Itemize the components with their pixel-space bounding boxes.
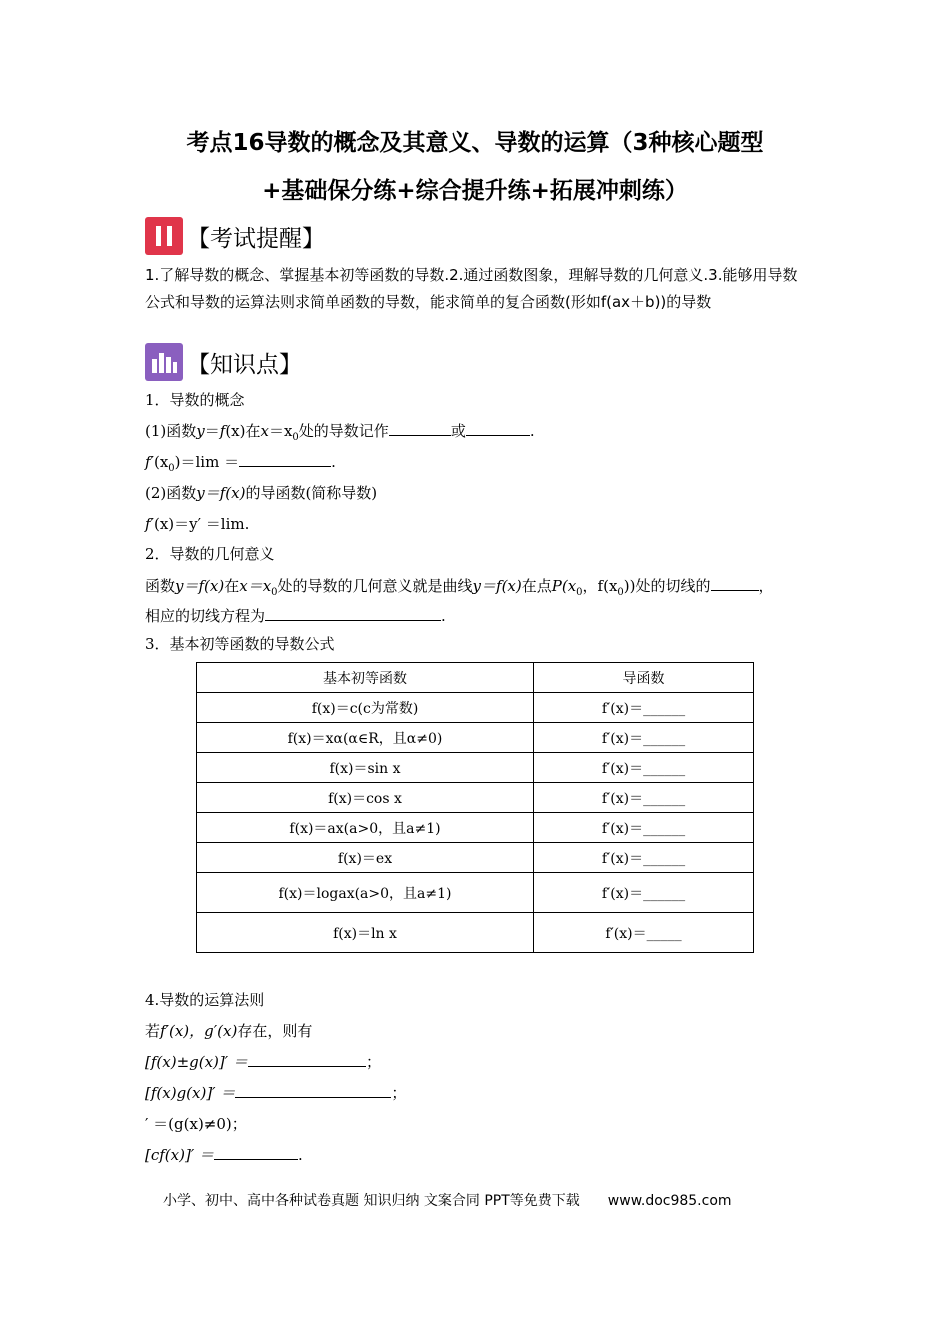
constant-multiple-rule-line: [cf(x)]′ ＝ . [145,1146,303,1164]
table-row [197,813,754,843]
exam-reminder-header [145,216,325,256]
document-title-line2: +基础保分练+综合提升练+拓展冲刺练） [262,178,688,204]
table-cell: f′(x)＝______ [534,753,754,783]
pause-icon [145,217,183,255]
section-3-heading: 3．基本初等函数的导数公式 [145,635,335,653]
document-title-line1: 考点16导数的概念及其意义、导数的运算（3种核心题型 [186,130,764,156]
table-header-row [197,663,754,693]
limit-definition-line: $f'(x_0)=\lim$ ＝ . [145,453,336,474]
table-cell: f(x)＝ex [197,843,534,873]
blank [466,421,530,436]
footer [163,1190,732,1210]
table-header: 导函数 [534,663,754,693]
table-row [197,913,754,953]
table-cell: f′(x)＝_____ [534,913,754,953]
table-cell: f(x)＝sin x [197,753,534,783]
knowledge-label: 【知识点】 [187,351,302,378]
table-cell: f(x)＝ln x [197,913,534,953]
tangent-equation-line: 相应的切线方程为 . [145,607,446,625]
table-cell: f(x)＝c(c为常数) [197,693,534,723]
footer-text: 小学、初中、高中各种试卷真题 知识归纳 文案合同 PPT等免费下载 [163,1193,580,1209]
blank [214,1145,298,1160]
product-rule-line: [f(x)g(x)]′ ＝ ； [145,1084,407,1102]
table-row [197,723,754,753]
derivative-formula-table [196,662,754,953]
table-row [197,693,754,723]
table-cell: f(x)＝xα(α∈R，且α≠0) [197,723,534,753]
table-row [197,843,754,873]
table-cell: f′(x)＝______ [534,693,754,723]
table-row [197,873,754,913]
section-1-heading: 1．导数的概念 [145,391,245,409]
table-cell: f′(x)＝______ [534,873,754,913]
blank [265,606,441,621]
table-header: 基本初等函数 [197,663,534,693]
table-cell: f′(x)＝______ [534,783,754,813]
quotient-rule-line: ′ ＝(g(x)≠0)； [145,1115,247,1133]
table-cell: f′(x)＝______ [534,813,754,843]
table-cell: f(x)＝logax(a>0，且a≠1) [197,873,534,913]
table-cell: f′(x)＝______ [534,723,754,753]
section-4-heading: 4.导数的运算法则 [145,991,265,1009]
derived-function-line: (2)函数y＝f(x)的导函数(简称导数) [145,484,378,502]
derived-function-limit-line: f′(x)＝y′ ＝lim. [145,515,250,533]
table-cell: f(x)＝ax(a>0，且a≠1) [197,813,534,843]
blank [389,421,451,436]
exam-reminder-text: 1.了解导数的概念、掌握基本初等函数的导数.2.通过函数图象，理解导数的几何意义.3.能够用导数公式和导数的运算法则求简单函数的导数，能求简单的复合函数(形如f(ax＋b))的导数 [145,266,798,311]
rule-condition-line: 若f′(x)，g′(x)存在，则有 [145,1022,313,1040]
blank [248,1052,366,1067]
geometric-meaning-line: 函数y＝f(x)在$x=x_0$处的导数的几何意义就是曲线y＝f(x)在点$P(x_0$，$f(x_0)$)处的切线的 ， [145,577,774,598]
exam-reminder-label: 【考试提醒】 [187,225,325,252]
blank [239,452,331,467]
table-row [197,783,754,813]
sum-rule-line: [f(x)±g(x)]′ ＝ ； [145,1053,381,1071]
table-cell: f′(x)＝______ [534,843,754,873]
knowledge-header [145,342,302,382]
blank [235,1083,391,1098]
section-2-heading: 2．导数的几何意义 [145,545,275,563]
table-row [197,753,754,783]
bar-chart-icon [145,343,183,381]
footer-url[interactable]: www.doc985.com [607,1193,732,1209]
table-cell: f(x)＝cos x [197,783,534,813]
derivative-notation-line: (1)函数y＝f(x)在$x=x_0$处的导数记作 或 . [145,422,535,443]
blank [711,576,759,591]
